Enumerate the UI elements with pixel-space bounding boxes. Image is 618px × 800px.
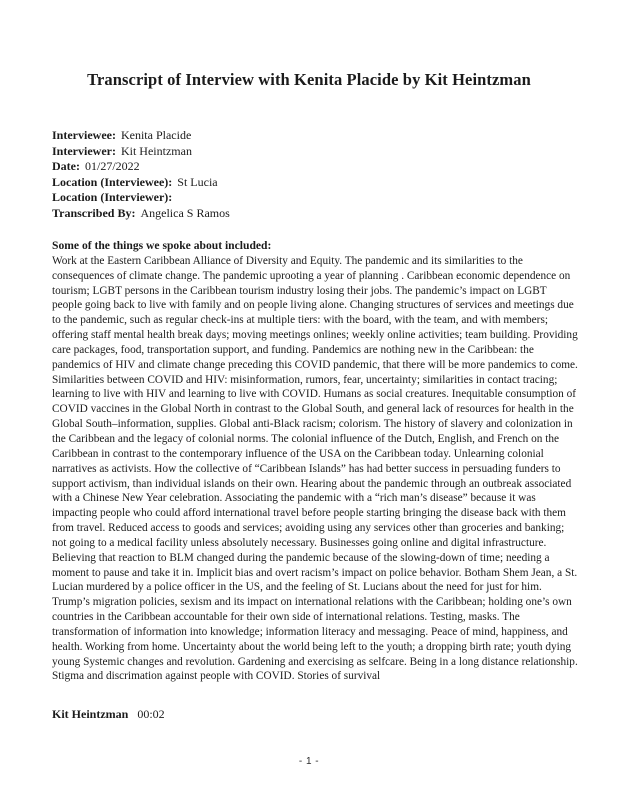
- speaker-name: Kit Heintzman: [52, 707, 129, 721]
- metadata-label: Transcribed By:: [52, 205, 136, 220]
- metadata-row-location-interviewer: [52, 190, 230, 206]
- summary-paragraph: Work at the Eastern Caribbean Alliance of Diversity and Equity. The pandemic and its similarities to the consequences of climate change. The pandemic uprooting a year of planning . Caribbean economic dependence on tourism; LGBT persons in the Caribbean tourism industry losing their jobs. The pandemic’s impact on LGBT people going back to live with family and on people living alone. Changing structures of services and meetings due to the pandemic, such as regular check-ins at multiple tiers: with the board, with the team, and with members; offering staff mental health break days; moving meetings onlines; weekly online activities; team building. Providing care packages, food, transportation support, and funding. Pandemics are nothing new in the Caribbean: the pandemics of HIV and climate change preceding this COVID pandemic, that there will be more pandemics to come. Similarities between COVID and HIV: misinformation, rumors, fear, uncertainty; similarities in contact tracing; learning to live with HIV and learning to live with COVID. Humans as social creatures. Inequitable consumption of COVID vaccines in the Global North in contrast to the Global South, and general lack of resources for health in the Global South–information, supplies. Global anti-Black racism; colorism. The history of slavery and colonization in the Caribbean and the legacy of colonial norms. The colonial influence of the Dutch, English, and French on the Caribbean in contrast to the contemporary influence of the USA on the Caribbean today. Unlearning colonial narratives as activists. How the collective of “Caribbean Islands” has had better success in persuading funders to support activism, than individual islands on their own. Hearing about the pandemic through an outbreak associated with a Chinese New Year celebration. Associating the pandemic with a “rich man’s disease” because it was impacting people who could afford international travel before people starting bringing the disease back with them from travel. Reduced access to goods and services; avoiding using any services other than groceries and banking; not going to a medical facility unless absolutely necessary. Businesses going online and digital infrastructure. Believing that reaction to BLM changed during the pandemic because of the slowing-down of time; needing a moment to pause and take it in. Implicit bias and overt racism’s impact on police behavior. Botham Shem Jean, a St. Lucian murdered by a police officer in the US, and the feeling of St. Lucians about the need for just for him. Trump’s migration policies, sexism and its impact on international relations with the Caribbean; holding one’s own countries in the Caribbean accountable for their own side of international relations. Testing, masks. The transformation of information into knowledge; information literacy and messaging. Peace of mind, happiness, and health. Working from home. Uncertainty about the world being left to the youth; a dropping birth rate; youth dying young Systemic changes and revolution. Gardening and exercising as selfcare. Being in a long distance relationship. Stigma and discrimation against people with COVID. Stories of survival: [52, 254, 578, 683]
- page-number: - 1 -: [298, 756, 320, 767]
- metadata-block: [52, 128, 230, 222]
- metadata-value: Angelica S Ramos: [140, 205, 230, 220]
- metadata-label: Interviewee:: [52, 128, 116, 142]
- metadata-row-interviewer: [52, 144, 230, 160]
- metadata-value: St Lucia: [177, 174, 218, 189]
- metadata-row-transcribed-by: [52, 206, 230, 222]
- metadata-label: Location (Interviewer):: [52, 190, 173, 205]
- metadata-row-interviewee: [52, 128, 230, 144]
- speaker-timestamp: 00:02: [137, 707, 165, 721]
- metadata-row-date: [52, 159, 230, 175]
- summary-section: [52, 239, 578, 684]
- metadata-value: Kenita Placide: [120, 128, 192, 142]
- metadata-row-location-interviewee: [52, 175, 230, 191]
- metadata-label: Location (Interviewee):: [52, 174, 173, 189]
- summary-heading: Some of the things we spoke about included:: [52, 239, 272, 252]
- speaker-line: [52, 707, 165, 722]
- metadata-label: Interviewer:: [52, 143, 116, 158]
- metadata-value: 01/27/2022: [84, 159, 140, 174]
- metadata-value: Kit Heintzman: [120, 143, 192, 158]
- metadata-label: Date:: [52, 159, 80, 174]
- page-title: Transcript of Interview with Kenita Placide by Kit Heintzman: [87, 70, 531, 89]
